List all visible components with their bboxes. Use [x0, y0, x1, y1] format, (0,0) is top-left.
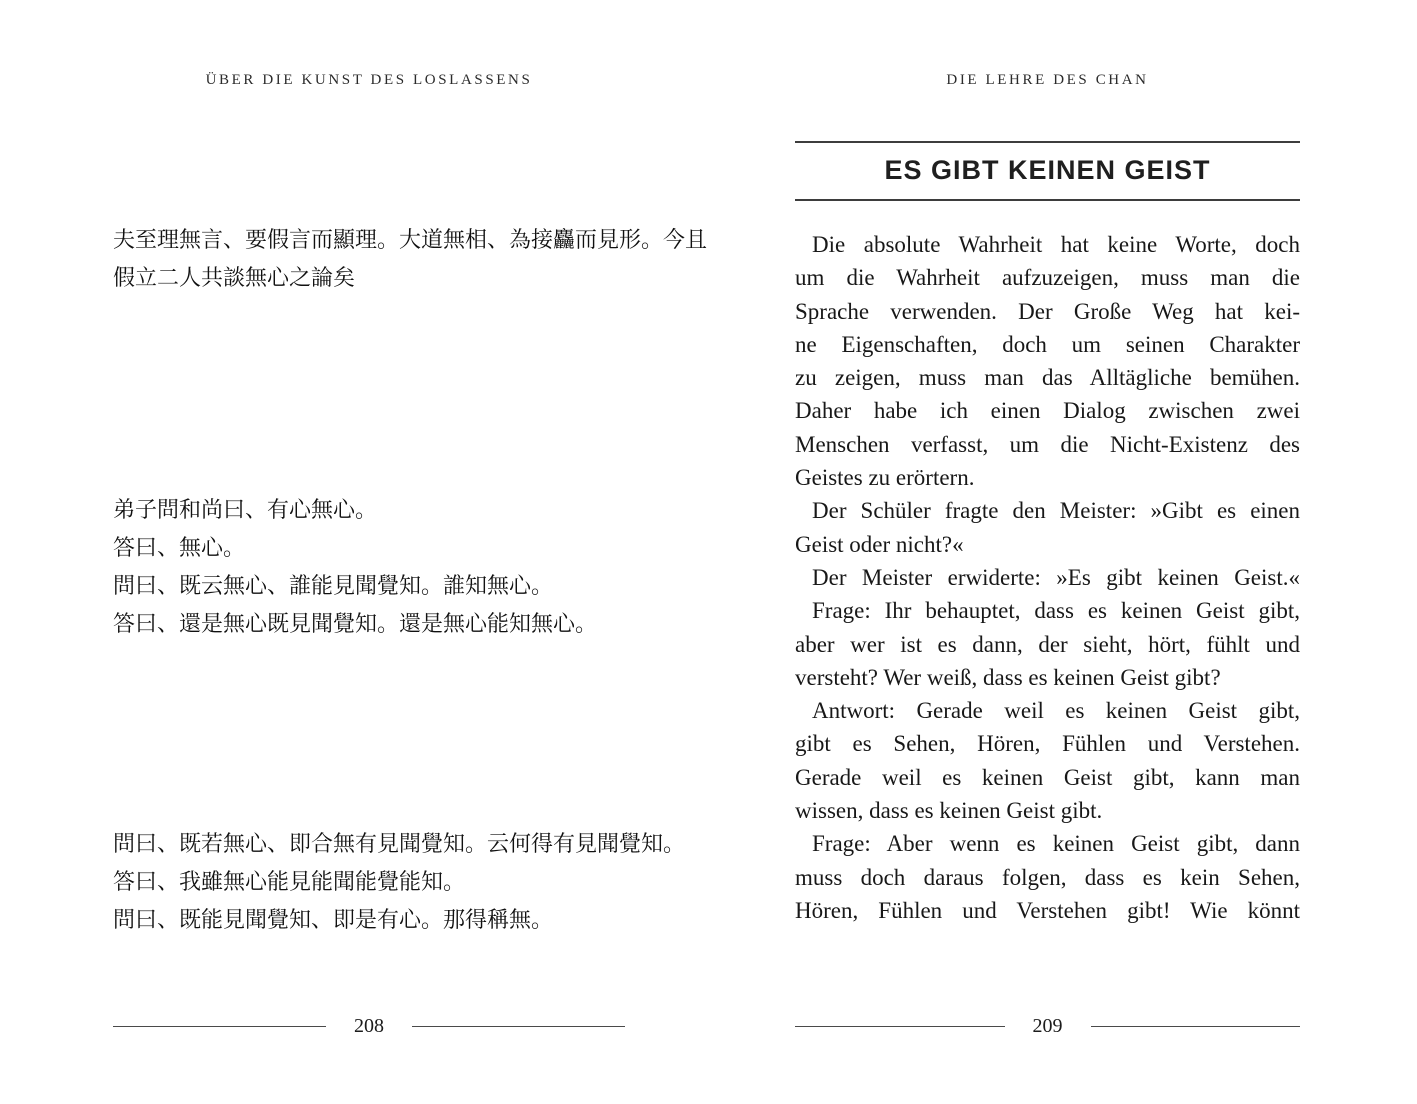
chinese-text-block: [113, 492, 629, 644]
right-page-number: 209: [1032, 1015, 1063, 1037]
german-paragraph: [795, 594, 1300, 694]
chinese-text-block: [113, 826, 686, 940]
section-title: ES GIBT KEINEN GEIST: [884, 155, 1211, 185]
footer-rule-left: [113, 1026, 326, 1027]
chinese-text-line: 假立二人共談無心之論矣: [113, 266, 356, 291]
right-running-header: DIE LEHRE DES CHAN: [946, 72, 1149, 88]
german-text-line: Sprache verwenden. Der Große Weg hat kei-: [795, 298, 1300, 324]
german-text-line: Frage: Aber wenn es keinen Geist gibt, dann: [812, 831, 1300, 857]
german-text-line: Geist oder nicht?«: [795, 531, 964, 557]
german-text-line: ne Eigenschaften, doch um seinen Charakter: [795, 331, 1300, 357]
german-text-line: Hören, Fühlen und Verstehen gibt! Wie könnt: [795, 897, 1300, 923]
chinese-text-block: [113, 222, 708, 298]
german-text-line: Frage: Ihr behauptet, dass es keinen Geist gibt,: [812, 598, 1300, 624]
german-text-line: Geistes zu erörtern.: [795, 465, 975, 491]
german-paragraph: [795, 694, 1300, 827]
left-running-header: ÜBER DIE KUNST DES LOSLASSENS: [205, 72, 533, 88]
german-paragraph: [795, 561, 1300, 594]
german-paragraph: [795, 494, 1300, 561]
german-text-line: zu zeigen, muss man das Alltägliche bemühen.: [795, 365, 1300, 391]
left-page-footer: [113, 1010, 625, 1042]
footer-rule-right: [412, 1026, 625, 1027]
german-paragraph: [795, 228, 1300, 494]
german-text-line: aber wer ist es dann, der sieht, hört, fühlt und: [795, 631, 1300, 657]
german-text-line: Menschen verfasst, um die Nicht-Existenz des: [795, 431, 1300, 457]
german-text-line: Gerade weil es keinen Geist gibt, kann man: [795, 764, 1300, 790]
chinese-text-line: 問曰、既云無心、誰能見聞覺知。誰知無心。: [113, 574, 554, 599]
german-text-line: Daher habe ich einen Dialog zwischen zwei: [795, 398, 1300, 424]
chinese-text-line: 弟子問和尚曰、有心無心。: [113, 498, 378, 523]
footer-rule-right: [1091, 1026, 1301, 1027]
chinese-text-line: 答曰、我雖無心能見能聞能覺能知。: [113, 870, 466, 895]
chinese-text-line: 問曰、既若無心、即合無有見聞覺知。云何得有見聞覺知。: [113, 832, 686, 857]
chinese-text-line: 答曰、無心。: [113, 536, 246, 561]
right-page-footer: [795, 1010, 1300, 1042]
chinese-text-line: 答曰、還是無心既見聞覺知。還是無心能知無心。: [113, 612, 598, 637]
german-text-line: Der Meister erwiderte: »Es gibt keinen Geist.«: [812, 564, 1300, 590]
german-text-line: Der Schüler fragte den Meister: »Gibt es einen: [812, 498, 1300, 524]
footer-rule-left: [795, 1026, 1005, 1027]
german-text-line: muss doch daraus folgen, dass es kein Sehen,: [795, 864, 1300, 890]
german-text-line: Die absolute Wahrheit hat keine Worte, doch: [812, 232, 1300, 257]
german-text-line: um die Wahrheit aufzuzeigen, muss man die: [795, 265, 1300, 291]
german-text-line: gibt es Sehen, Hören, Fühlen und Verstehen.: [795, 731, 1300, 757]
german-paragraph: [795, 827, 1300, 927]
chinese-text-line: 問曰、既能見聞覺知、即是有心。那得稱無。: [113, 908, 554, 933]
german-text-line: Antwort: Gerade weil es keinen Geist gibt,: [812, 698, 1300, 724]
german-text-line: versteht? Wer weiß, dass es keinen Geist gibt?: [795, 664, 1221, 690]
left-page-number: 208: [354, 1015, 384, 1037]
german-text-line: wissen, dass es keinen Geist gibt.: [795, 798, 1103, 824]
chinese-text-line: 夫至理無言、要假言而顯理。大道無相、為接麤而見形。今且: [113, 228, 708, 253]
right-page: [708, 0, 1417, 1104]
section-title-block: [795, 141, 1300, 201]
german-text-column: [795, 228, 1300, 927]
left-page: [0, 0, 708, 1104]
